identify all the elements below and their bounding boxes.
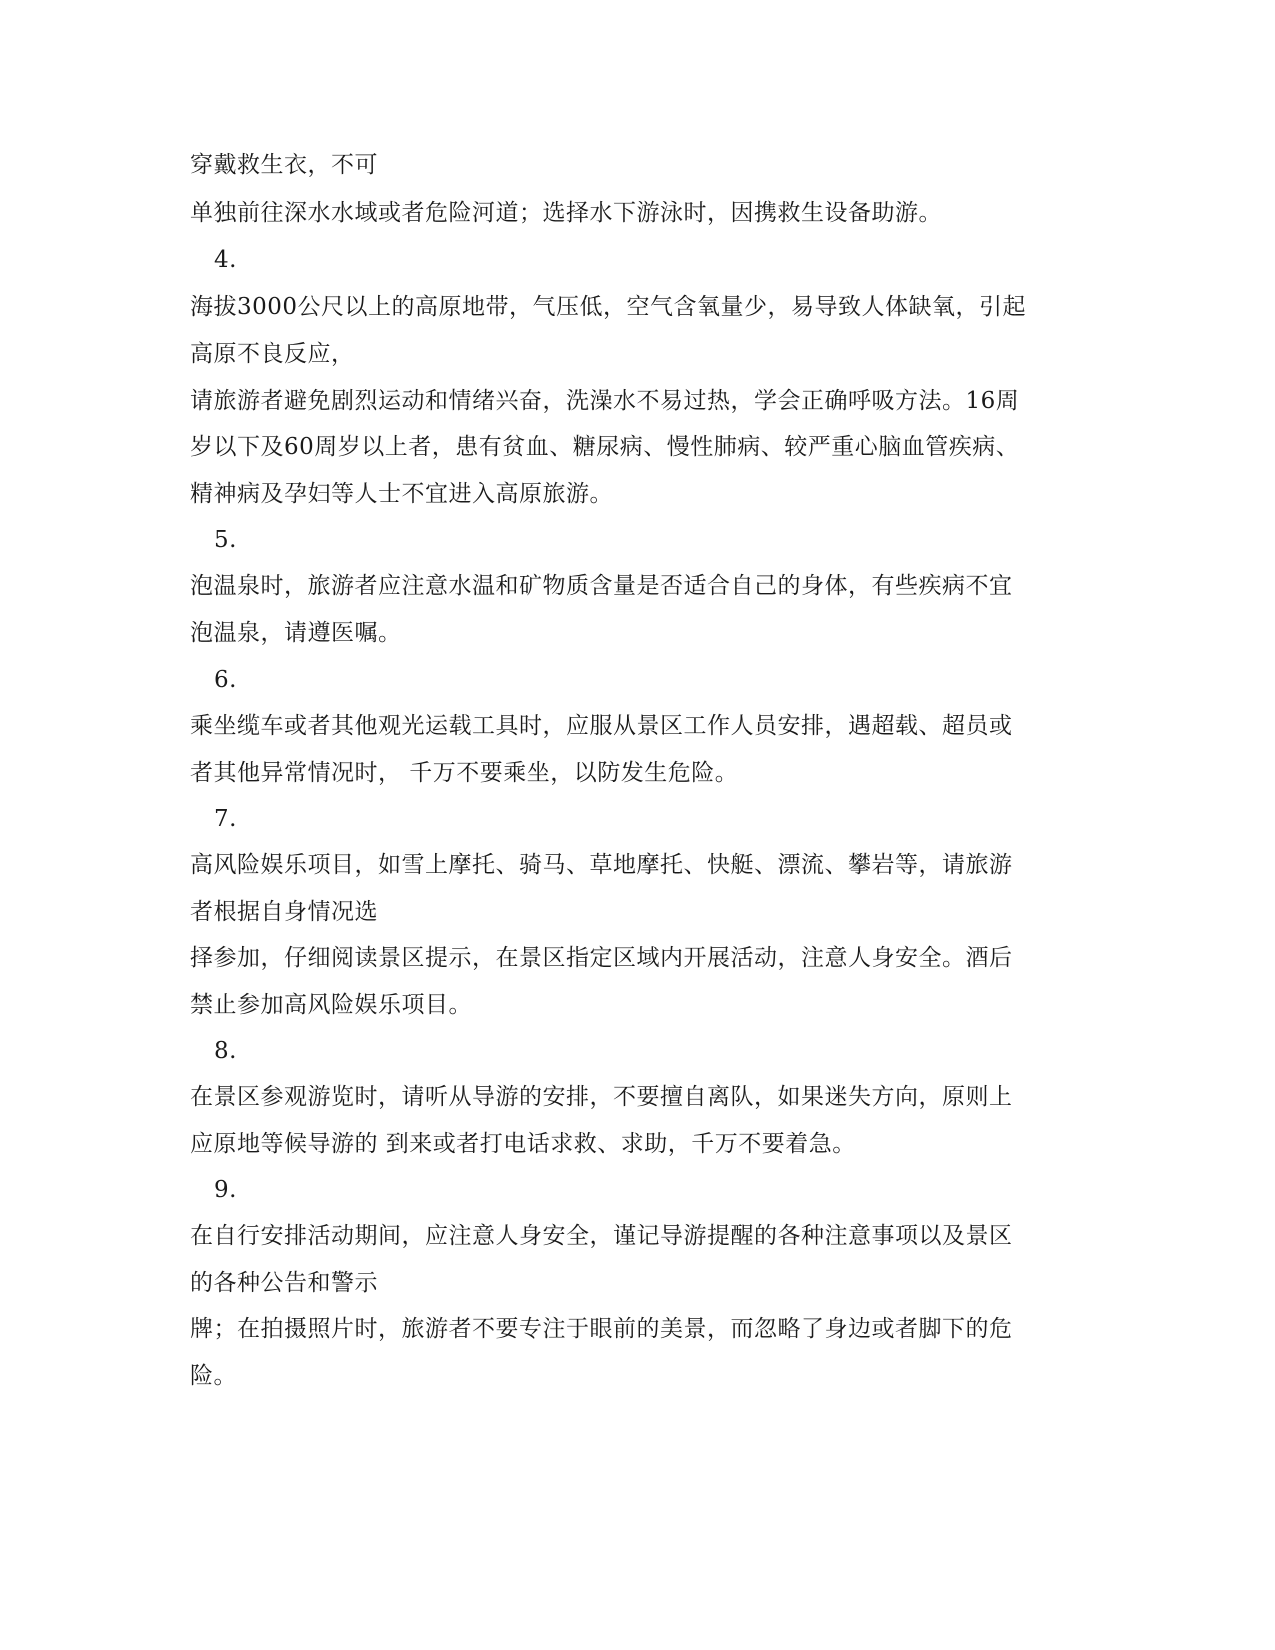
- item-number: 6.: [214, 667, 237, 693]
- item-number: 4.: [214, 247, 237, 273]
- text-line: 海拔3000公尺以上的高原地带，气压低，空气含氧量少，易导致人体缺氧，引起: [190, 294, 1027, 320]
- text-line: 泡温泉，请遵医嘱。: [190, 620, 402, 646]
- text-line: 牌；在拍摄照片时，旅游者不要专注于眼前的美景，而忽略了身边或者脚下的危: [190, 1316, 1013, 1342]
- text-line: 者根据自身情况选: [190, 899, 378, 925]
- text-line: 单独前往深水水域或者危险河道；选择水下游泳时，因携救生设备助游。: [190, 200, 942, 226]
- text-line: 应原地等候导游的 到来或者打电话求救、求助，千万不要着急。: [190, 1131, 856, 1157]
- item-number: 8.: [214, 1038, 237, 1064]
- text-line: 在景区参观游览时，请听从导游的安排，不要擅自离队，如果迷失方向，原则上: [190, 1084, 1013, 1110]
- text-line: 的各种公告和警示: [190, 1270, 378, 1296]
- text-line: 岁以下及60周岁以上者，患有贫血、糖尿病、慢性肺病、较严重心脑血管疾病、: [190, 434, 1020, 460]
- text-line: 择参加，仔细阅读景区提示，在景区指定区域内开展活动，注意人身安全。酒后: [190, 945, 1013, 971]
- item-number: 7.: [214, 806, 237, 832]
- text-line: 乘坐缆车或者其他观光运载工具时，应服从景区工作人员安排，遇超载、超员或: [190, 713, 1013, 739]
- text-line: 高原不良反应，: [190, 341, 355, 367]
- text-line: 禁止参加高风险娱乐项目。: [190, 992, 472, 1018]
- text-line: 者其他异常情况时， 千万不要乘坐，以防发生危险。: [190, 760, 739, 786]
- text-line: 精神病及孕妇等人士不宜进入高原旅游。: [190, 481, 613, 507]
- text-line: 穿戴救生衣，不可: [190, 152, 378, 178]
- text-line: 请旅游者避免剧烈运动和情绪兴奋，洗澡水不易过热，学会正确呼吸方法。16周: [190, 388, 1020, 414]
- text-line: 险。: [190, 1363, 237, 1389]
- text-line: 在自行安排活动期间，应注意人身安全，谨记导游提醒的各种注意事项以及景区: [190, 1223, 1013, 1249]
- item-number: 9.: [214, 1177, 237, 1203]
- text-line: 高风险娱乐项目，如雪上摩托、骑马、草地摩托、快艇、漂流、攀岩等，请旅游: [190, 852, 1013, 878]
- text-line: 泡温泉时，旅游者应注意水温和矿物质含量是否适合自己的身体，有些疾病不宜: [190, 573, 1013, 599]
- item-number: 5.: [214, 527, 237, 553]
